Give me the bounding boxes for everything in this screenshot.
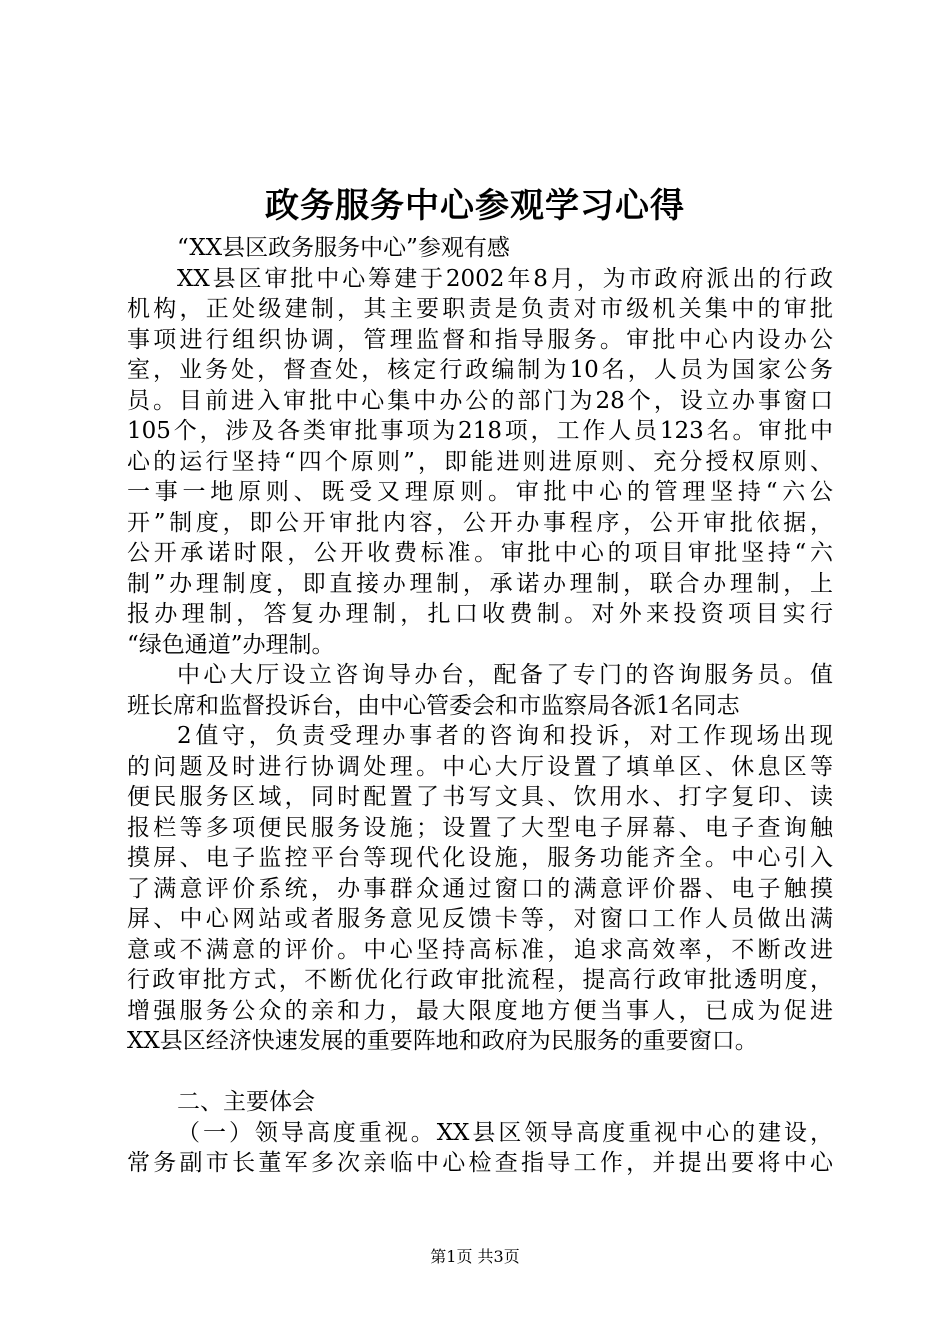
page-footer: 第1页 共3页: [430, 1247, 520, 1266]
paragraph-line: 一事一地原则、既受又理原则。审批中心的管理坚持“六公: [127, 479, 833, 505]
paragraph-line: 开”制度，即公开审批内容，公开办事程序，公开审批依据，: [127, 509, 833, 536]
paragraph-line: 制”办理制度，即直接办理制，承诺办理制，联合办理制，上: [127, 570, 833, 597]
paragraph-line: 机构，正处级建制，其主要职责是负责对市级机关集中的审批: [127, 296, 833, 322]
paragraph-line: 意或不满意的评价。中心坚持高标准，追求高效率，不断改进: [127, 936, 833, 963]
paragraph-line: 行政审批方式，不断优化行政审批流程，提高行政审批透明度，: [127, 967, 833, 993]
paragraph-line: 105个，涉及各类审批事项为218项，工作人员123名。审批中: [127, 418, 833, 444]
paragraph-line: 事项进行组织协调，管理监督和指导服务。审批中心内设办公: [127, 326, 833, 353]
paragraph-line: 心的运行坚持“四个原则”，即能进则进原则、充分授权原则、: [127, 448, 833, 475]
paragraph-line: 员。目前进入审批中心集中办公的部门为28个，设立办事窗口: [127, 387, 833, 414]
subtitle-line: “XX县区政务服务中心”参观有感: [177, 235, 510, 261]
paragraph-line: “绿色通道”办理制。: [127, 631, 335, 658]
paragraph-line: 班长席和监督投诉台，由中心管委会和市监察局各派1名同志: [127, 692, 740, 719]
document-title: 政务服务中心参观学习心得: [265, 186, 685, 226]
document-body: [127, 233, 833, 1179]
paragraph-line: 2值守，负责受理办事者的咨询和投诉，对工作现场出现: [177, 723, 833, 749]
paragraph-line: 摸屏、电子监控平台等现代化设施，服务功能齐全。中心引入: [127, 845, 833, 871]
paragraph-line: 中心大厅设立咨询导办台，配备了专门的咨询服务员。值: [177, 662, 833, 688]
paragraph-line: 了满意评价系统，办事群众通过窗口的满意评价器、电子触摸: [127, 875, 833, 902]
paragraph-line: 屏、中心网站或者服务意见反馈卡等，对窗口工作人员做出满: [127, 906, 833, 932]
paragraph-line: 报办理制，答复办理制，扎口收费制。对外来投资项目实行: [127, 601, 833, 627]
paragraph-line: 的问题及时进行协调处理。中心大厅设置了填单区、休息区等: [127, 753, 833, 780]
paragraph-line: 便民服务区域，同时配置了书写文具、饮用水、打字复印、读: [127, 784, 833, 810]
paragraph-line: 室，业务处，督查处，核定行政编制为10名，人员为国家公务: [127, 357, 833, 383]
section-heading: 二、主要体会: [177, 1089, 315, 1115]
paragraph-line: 增强服务公众的亲和力，最大限度地方便当事人，已成为促进: [127, 997, 833, 1024]
paragraph-line: 常务副市长董军多次亲临中心检查指导工作，并提出要将中心: [127, 1150, 833, 1176]
paragraph-line: （一）领导高度重视。XX县区领导高度重视中心的建设，: [177, 1119, 833, 1146]
paragraph-gap: [127, 1057, 833, 1088]
paragraph-line: XX县区经济快速发展的重要阵地和政府为民服务的重要窗口。: [127, 1028, 758, 1054]
paragraph-line: XX县区审批中心筹建于2002年8月，为市政府派出的行政: [177, 265, 833, 292]
paragraph-line: 公开承诺时限，公开收费标准。审批中心的项目审批坚持“六: [127, 540, 833, 566]
paragraph-line: 报栏等多项便民服务设施；设置了大型电子屏幕、电子查询触: [127, 814, 833, 841]
